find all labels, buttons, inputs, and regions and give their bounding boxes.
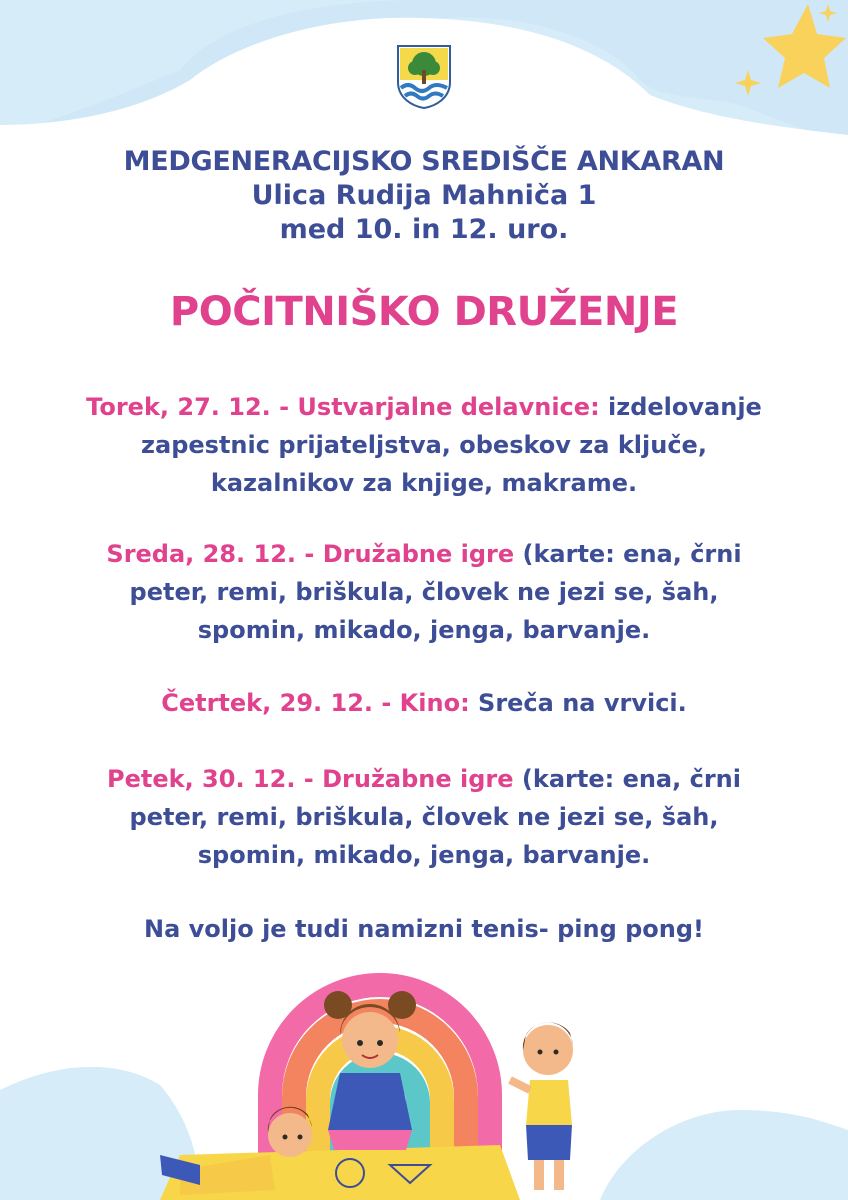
- schedule-desc: spomin, mikado, jenga, barvanje.: [197, 841, 651, 869]
- schedule-desc: zapestnic prijateljstva, obeskov za ključe,: [141, 431, 707, 459]
- schedule-desc: izdelovanje: [599, 393, 762, 421]
- schedule-item-friday: [0, 760, 848, 874]
- schedule-desc: kazalnikov za knjige, makrame.: [210, 469, 638, 497]
- footer-note: Na voljo je tudi namizni tenis- ping pong!: [144, 915, 704, 943]
- center-header: [0, 143, 848, 249]
- schedule-item-tuesday: [0, 388, 848, 502]
- schedule-desc: (karte: ena, črni: [513, 765, 741, 793]
- schedule-day: Petek, 30. 12. - Družabne igre: [107, 765, 514, 793]
- schedule-day: Četrtek, 29. 12. - Kino:: [161, 689, 470, 717]
- schedule-desc: peter, remi, briškula, človek ne jezi se, šah,: [129, 803, 719, 831]
- schedule-item-thursday: [0, 684, 848, 722]
- page-title: POČITNIŠKO DRUŽENJE: [169, 289, 679, 335]
- center-hours: med 10. in 12. uro.: [279, 214, 569, 245]
- schedule-desc: (karte: ena, črni: [514, 540, 742, 568]
- children-rainbow-illustration: [140, 955, 620, 1200]
- schedule-desc: spomin, mikado, jenga, barvanje.: [197, 616, 651, 644]
- schedule-desc: peter, remi, briškula, človek ne jezi se, šah,: [129, 578, 719, 606]
- center-name: MEDGENERACIJSKO SREDIŠČE ANKARAN: [123, 146, 725, 177]
- schedule-day: Sreda, 28. 12. - Družabne igre: [106, 540, 515, 568]
- schedule-day: Torek, 27. 12. - Ustvarjalne delavnice:: [86, 393, 600, 421]
- schedule-desc: Sreča na vrvici.: [469, 689, 687, 717]
- schedule-item-wednesday: [0, 535, 848, 649]
- ankaran-coat-of-arms-icon: [396, 44, 452, 110]
- center-address: Ulica Rudija Mahniča 1: [251, 180, 597, 211]
- star-icon: [730, 0, 848, 118]
